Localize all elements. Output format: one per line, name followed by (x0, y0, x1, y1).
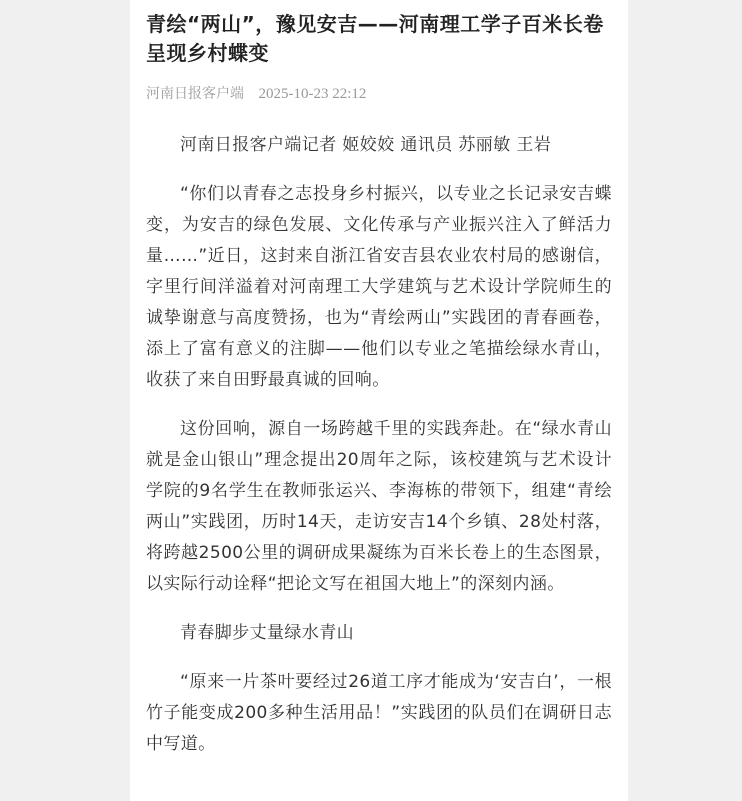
body-paragraph: “你们以青春之志投身乡村振兴，以专业之长记录安吉蝶变，为安吉的绿色发展、文化传承与产业振兴注入了鲜活力量……”近日，这封来自浙江省安吉县农业农村局的感谢信，字里行间洋溢着对河南理工大学建筑与艺术设计学院师生的诚挚谢意与高度赞扬，也为“青绘两山”实践团的青春画卷，添上了富有意义的注脚——他们以专业之笔描绘绿水青山，收获了来自田野最真诚的回响。 (146, 184, 612, 390)
body-paragraph: 这份回响，源自一场跨越千里的实践奔赴。在“绿水青山就是金山银山”理念提出20周年之际，该校建筑与艺术设计学院的9名学生在教师张运兴、李海栋的带领下，组建“青绘两山”实践团，历时14天，走访安吉14个乡镇、28处村落，将跨越2500公里的调研成果凝练为百米长卷上的生态图景，以实际行动诠释“把论文写在祖国大地上”的深刻内涵。 (146, 419, 612, 594)
article-time: 2025-10-23 22:12 (258, 86, 367, 102)
section-heading: 青春脚步丈量绿水青山 (180, 623, 354, 643)
article-page (130, 0, 628, 801)
article-source[interactable]: 河南日报客户端 (146, 86, 244, 102)
article-content (146, 130, 612, 760)
byline-paragraph: 河南日报客户端记者 姬姣姣 通讯员 苏丽敏 王岩 (180, 135, 552, 155)
article (130, 0, 628, 760)
body-paragraph: “原来一片茶叶要经过26道工序才能成为‘安吉白’，一根竹子能变成200多种生活用品！”实践团的队员们在调研日志中写道。 (146, 672, 612, 754)
article-meta (146, 84, 612, 104)
article-title: 青绘“两山”，豫见安吉——河南理工学子百米长卷呈现乡村蝶变 (146, 12, 604, 65)
